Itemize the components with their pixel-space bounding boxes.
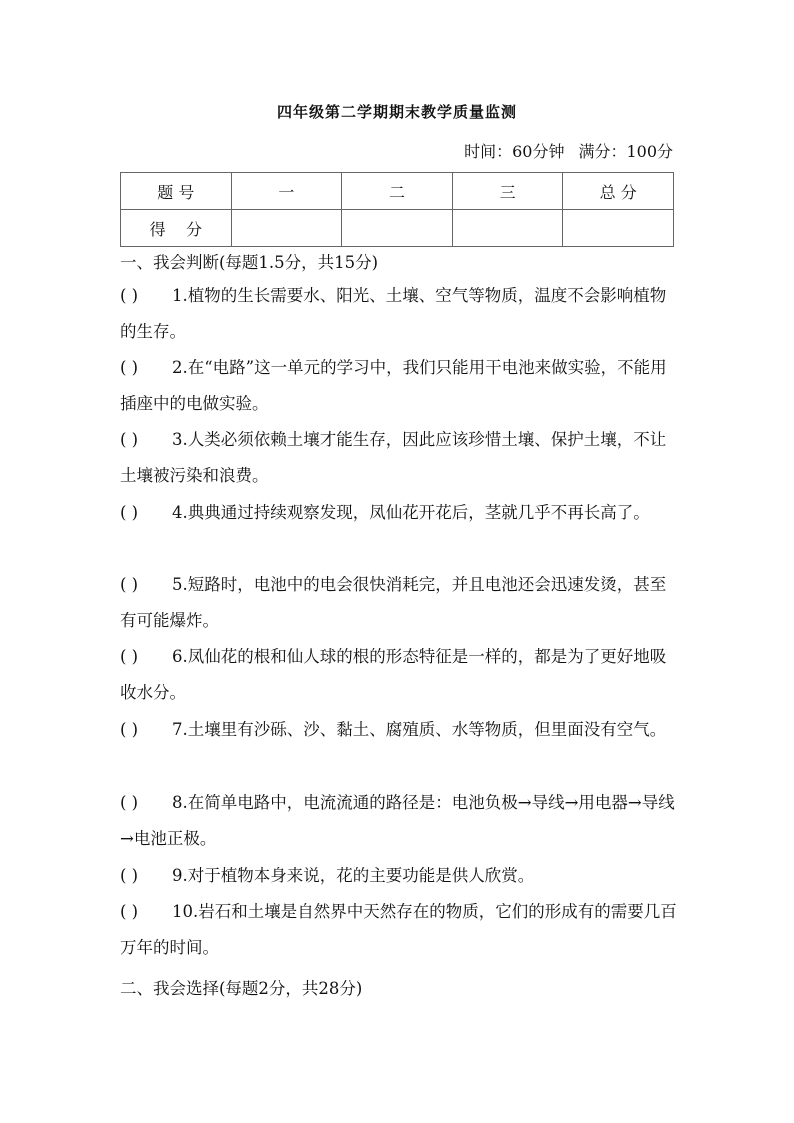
- score-table-header-cell: 题 号: [121, 173, 232, 210]
- question-text: 6.凤仙花的根和仙人球的根的形态特征是一样的，都是为了更好地吸收水分。: [120, 647, 667, 702]
- question-text: 4.典典通过持续观察发现，凤仙花开花后，茎就几乎不再长高了。: [172, 503, 650, 522]
- score-table-header-row: [121, 173, 674, 210]
- score-table-header-cell: 二: [342, 173, 453, 210]
- answer-blank: ( ): [120, 286, 139, 305]
- question-item: [120, 785, 680, 857]
- question-item: [120, 712, 680, 748]
- answer-blank: ( ): [120, 647, 139, 666]
- question-item: [120, 278, 680, 350]
- score-table-header-cell: 一: [231, 173, 342, 210]
- question-text: 7.土壤里有沙砾、沙、黏土、腐殖质、水等物质，但里面没有空气。: [172, 720, 667, 739]
- answer-blank: ( ): [120, 503, 139, 522]
- score-cell: [563, 210, 674, 247]
- question-item: [120, 350, 680, 422]
- score-table: [120, 172, 674, 247]
- section-2-heading: 二、我会选择(每题2分，共28分): [120, 979, 363, 998]
- question-item: [120, 567, 680, 639]
- answer-blank: ( ): [120, 575, 139, 594]
- time-limit: 时间：60分钟: [464, 142, 565, 161]
- exam-title: 四年级第二学期期末教学质量监测: [276, 103, 517, 121]
- question-text: 9.对于植物本身来说，花的主要功能是供人欣赏。: [172, 866, 535, 885]
- exam-meta: [464, 139, 673, 162]
- answer-blank: ( ): [120, 902, 139, 921]
- question-text: 3.人类必须依赖土壤才能生存，因此应该珍惜土壤、保护土壤，不让土壤被污染和浪费。: [120, 430, 667, 485]
- score-table-header-cell: 三: [452, 173, 563, 210]
- question-item: [120, 639, 680, 711]
- question-text: 5.短路时，电池中的电会很快消耗完，并且电池还会迅速发烫，甚至有可能爆炸。: [120, 575, 667, 630]
- question-item: [120, 858, 680, 894]
- question-item: [120, 422, 680, 494]
- answer-blank: ( ): [120, 430, 139, 449]
- score-cell: [452, 210, 563, 247]
- answer-blank: ( ): [120, 720, 139, 739]
- score-table-score-row: [121, 210, 674, 247]
- answer-blank: ( ): [120, 793, 139, 812]
- question-item: [120, 894, 680, 966]
- full-score: 满分：100分: [578, 142, 673, 161]
- section-1-heading: 一、我会判断(每题1.5分，共15分): [120, 253, 379, 272]
- question-text: 10.岩石和土壤是自然界中天然存在的物质，它们的形成有的需要几百万年的时间。: [120, 902, 677, 957]
- question-text: 8.在简单电路中，电流流通的路径是：电池负极→导线→用电器→导线→电池正极。: [120, 793, 675, 848]
- question-item: [120, 495, 680, 531]
- score-table-header-cell: 总 分: [563, 173, 674, 210]
- answer-blank: ( ): [120, 866, 139, 885]
- question-text: 2.在“电路”这一单元的学习中，我们只能用干电池来做实验，不能用插座中的电做实验。: [120, 358, 667, 413]
- score-row-label: 得 分: [121, 210, 232, 247]
- score-cell: [342, 210, 453, 247]
- question-text: 1.植物的生长需要水、阳光、土壤、空气等物质，温度不会影响植物的生存。: [120, 286, 667, 341]
- answer-blank: ( ): [120, 358, 139, 377]
- score-cell: [231, 210, 342, 247]
